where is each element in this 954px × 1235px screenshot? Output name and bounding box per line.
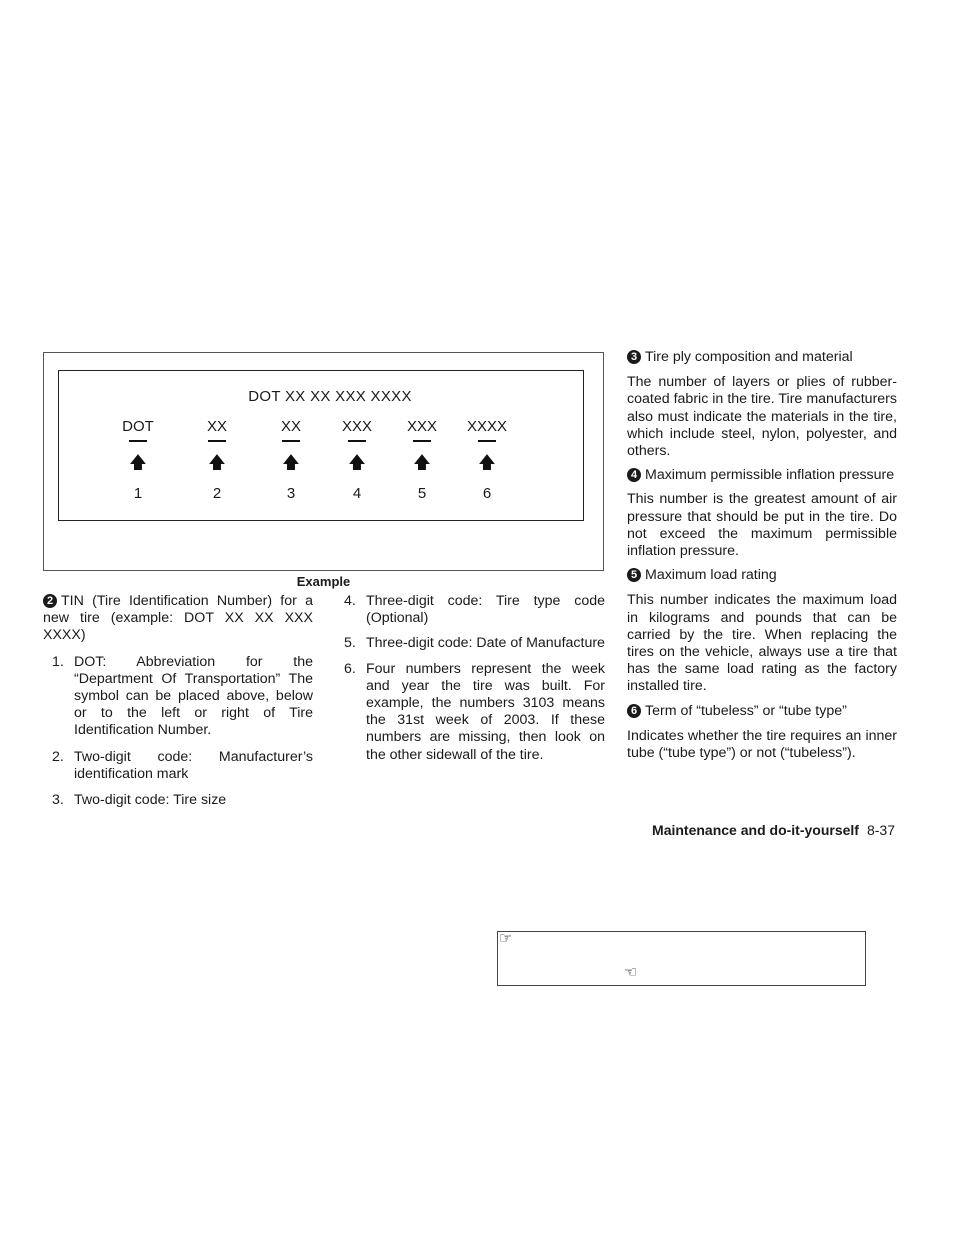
circled-number: 6 bbox=[627, 704, 641, 718]
segment-number: 3 bbox=[286, 484, 296, 502]
list-item bbox=[43, 792, 313, 809]
tin-list-a bbox=[43, 654, 313, 810]
tin-segment-6 bbox=[447, 418, 527, 502]
section-heading-text: Maximum load rating bbox=[645, 567, 777, 584]
segment-underline bbox=[348, 440, 366, 442]
circled-number: 3 bbox=[627, 350, 641, 364]
segment-number: 1 bbox=[133, 484, 143, 502]
segment-code: DOT bbox=[122, 418, 154, 435]
tin-segment-1 bbox=[98, 418, 178, 502]
section-heading bbox=[627, 467, 897, 484]
segment-number: 6 bbox=[482, 484, 492, 502]
list-item-text: Three-digit code: Tire type code (Optional) bbox=[366, 593, 605, 627]
column-1 bbox=[43, 593, 313, 809]
section-heading-text: Term of “tubeless” or “tube type” bbox=[645, 702, 847, 719]
column-3 bbox=[627, 349, 897, 762]
up-arrow-icon: 🡅 bbox=[348, 452, 366, 472]
tin-example-header: DOT XX XX XXX XXXX bbox=[248, 388, 412, 405]
pointing-hand-icon: ☜ bbox=[624, 964, 638, 981]
segment-underline bbox=[413, 440, 431, 442]
up-arrow-icon: 🡅 bbox=[413, 452, 431, 472]
note-box bbox=[497, 931, 866, 986]
list-item bbox=[335, 635, 605, 652]
segment-underline bbox=[478, 440, 496, 442]
page-footer bbox=[652, 822, 895, 838]
list-item-number: 4. bbox=[344, 593, 356, 609]
segment-underline bbox=[282, 440, 300, 442]
list-item bbox=[335, 593, 605, 627]
segment-code: XX bbox=[206, 418, 227, 435]
segment-code: XXX bbox=[406, 418, 437, 435]
up-arrow-icon: 🡅 bbox=[208, 452, 226, 472]
tin-list-b bbox=[335, 593, 605, 764]
section-body: The number of layers or plies of rubber-coated fabric in the tire. Tire manufacturers also must indicate the materials in the tire, which include steel, nylon, polyester, and others. bbox=[627, 374, 897, 460]
list-item-text: Four numbers represent the week and year the tire was built. For example, the numbers 3103 means the 31st week of 2003. If these numbers are missing, then look on the other sidewall of the tire. bbox=[366, 660, 605, 763]
list-item-text: DOT: Abbreviation for the “Department Of Transportation” The symbol can be placed above, below or to the left or right of Tire Identification Number. bbox=[74, 653, 313, 739]
up-arrow-icon: 🡅 bbox=[478, 452, 496, 472]
circled-number: 2 bbox=[43, 594, 57, 608]
pointing-hand-icon: ☞ bbox=[499, 930, 513, 947]
segment-code: XXX bbox=[341, 418, 372, 435]
footer-section-title: Maintenance and do-it-yourself bbox=[652, 822, 859, 838]
figure-caption: Example bbox=[296, 574, 351, 589]
segment-number: 2 bbox=[212, 484, 222, 502]
circled-number: 5 bbox=[627, 568, 641, 582]
tin-segment-2 bbox=[177, 418, 257, 502]
section-heading bbox=[627, 349, 897, 366]
list-item-number: 5. bbox=[344, 635, 356, 652]
section-body: This number indicates the maximum load in kilograms and pounds that can be carried by the tire. When replacing the tires on the vehicle, always use a tire that has the same load rating as the factory installed tire. bbox=[627, 592, 897, 695]
tin-intro bbox=[43, 593, 313, 645]
list-item-number: 6. bbox=[344, 660, 356, 677]
segment-number: 5 bbox=[417, 484, 427, 502]
page-number: 8-37 bbox=[866, 822, 895, 838]
section-heading bbox=[627, 567, 897, 584]
segment-number: 4 bbox=[352, 484, 362, 502]
section-body: This number is the greatest amount of air pressure that should be put in the tire. Do not exceed the maximum permissible inflation pressure. bbox=[627, 491, 897, 560]
segment-underline bbox=[129, 440, 147, 442]
section-heading bbox=[627, 703, 897, 720]
list-item bbox=[43, 749, 313, 783]
segment-underline bbox=[208, 440, 226, 442]
section-heading-text: Tire ply composition and material bbox=[645, 349, 853, 365]
list-item-text: Three-digit code: Date of Manufacture bbox=[366, 635, 605, 652]
list-item-text: Two-digit code: Tire size bbox=[74, 792, 227, 809]
list-item-text: Two-digit code: Manufacturer’s identification mark bbox=[74, 748, 313, 782]
list-item-number: 1. bbox=[52, 653, 64, 670]
tin-intro-text: TIN (Tire Identification Number) for a new tire (example: DOT XX XX XXX XXXX) bbox=[43, 593, 313, 644]
circled-number: 4 bbox=[627, 468, 641, 482]
list-item-number: 3. bbox=[52, 792, 64, 809]
up-arrow-icon: 🡅 bbox=[129, 452, 147, 472]
list-item bbox=[43, 654, 313, 740]
column-2 bbox=[335, 593, 605, 764]
segment-code: XX bbox=[280, 418, 301, 435]
list-item-number: 2. bbox=[52, 748, 64, 765]
section-heading-text: Maximum permissible inflation pressure bbox=[645, 467, 895, 484]
up-arrow-icon: 🡅 bbox=[282, 452, 300, 472]
segment-code: XXXX bbox=[466, 418, 508, 435]
list-item bbox=[335, 661, 605, 764]
section-body: Indicates whether the tire requires an inner tube (“tube type”) or not (“tubeless”). bbox=[627, 727, 897, 762]
